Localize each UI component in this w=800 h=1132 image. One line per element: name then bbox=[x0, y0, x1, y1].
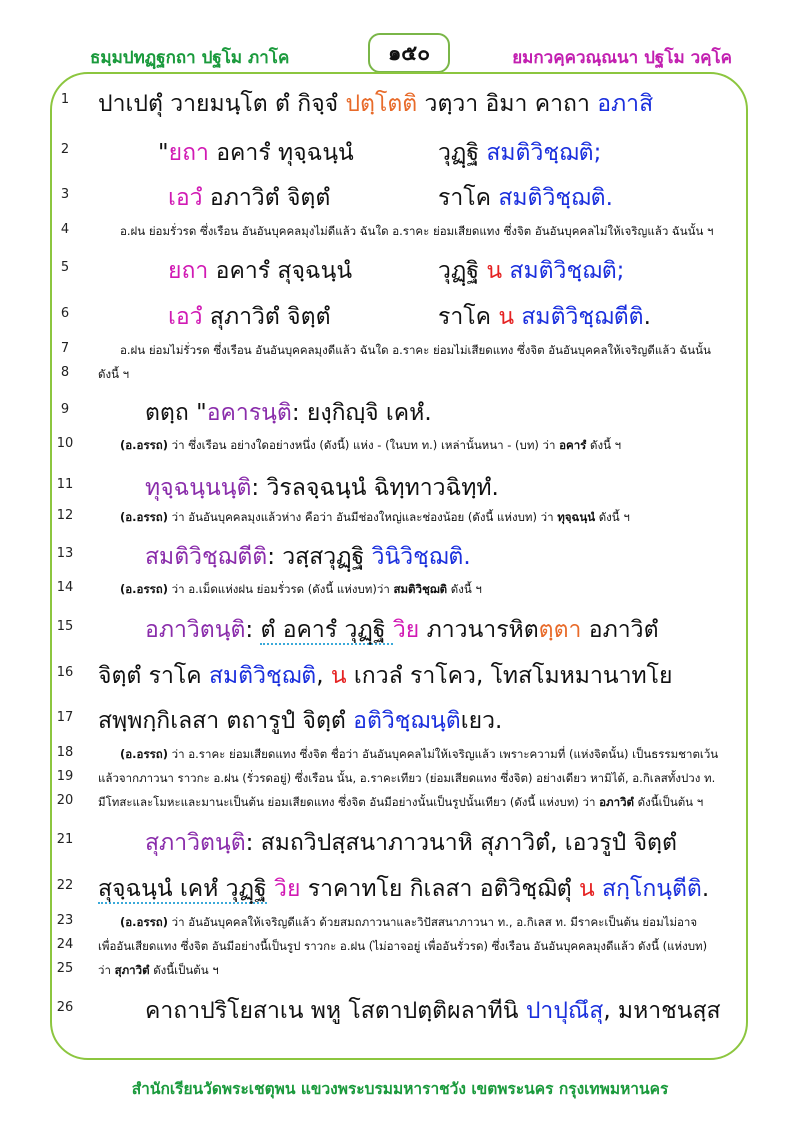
pali-term: สกฺโกนฺตีติ bbox=[602, 876, 702, 902]
text-segment: อ.ฝน ย่อมรั่วรด ซึ่งเรือน อันอันบุคคลมุงไม่ดีแล้ว ฉันใด อ.ราคะ ย่อมเสียดแทง ซึ่งจิต อันอันบุคคลไม่ให้เจริญแล้ว ฉันนั้น ฯ bbox=[120, 224, 714, 238]
page-number: ๑๕๐ bbox=[368, 33, 450, 73]
line-number: 16 bbox=[56, 665, 74, 680]
pali-term: สมติวิชฺฌติ bbox=[208, 663, 317, 689]
text-segment bbox=[267, 876, 274, 902]
text-segment: : วิรลจฺฉนฺนํ ฉิทฺทาวฉิทฺทํ. bbox=[251, 475, 499, 501]
negation-term: น bbox=[498, 304, 515, 330]
header-right-title: ยมกวคฺควณฺณนา ปฐโม วคฺโค bbox=[512, 48, 732, 68]
text-segment: ดังนี้ ฯ bbox=[98, 367, 130, 381]
line-number: 4 bbox=[60, 222, 70, 237]
header-left-title: ธมฺมปทฏฺฐกถา ปฐโม ภาโค bbox=[90, 48, 290, 68]
translation-line-7 bbox=[120, 342, 711, 360]
text-segment: . bbox=[701, 876, 710, 902]
text-segment: ว่า ซึ่งเรือน อย่างใดอย่างหนึ่ง (ดังนี้) แห่ง - (ในบท ท.) เหล่านั้นหนา - (บท) ว่า bbox=[168, 438, 560, 452]
pali-term: สมติวิชฺฌติ; bbox=[486, 140, 602, 166]
text-segment: ดังนี้เป็นต้น ฯ bbox=[149, 963, 219, 977]
text-segment: . bbox=[643, 304, 651, 330]
line-number: 8 bbox=[60, 365, 70, 380]
verse-line-3-right bbox=[438, 180, 613, 216]
pali-term: ปตฺโตติ bbox=[345, 91, 418, 117]
line-number: 7 bbox=[60, 341, 70, 356]
text-segment: เกวลํ ราโคว, โทสโมหมานาทโย bbox=[346, 663, 673, 689]
text-segment: ภาวนารหิต bbox=[419, 617, 539, 643]
text-segment: คาถาปริโยสาเน พหู โสตาปตฺติผลาทีนิ bbox=[145, 998, 526, 1024]
text-line-13 bbox=[145, 539, 471, 575]
text-segment: ดังนี้ ฯ bbox=[586, 438, 622, 452]
text-segment: อภาวิตํ bbox=[581, 617, 659, 643]
text-segment: ราโค bbox=[438, 185, 499, 211]
text-segment: วุฏฺฐิ bbox=[438, 140, 487, 166]
line-number: 1 bbox=[60, 92, 70, 107]
translation-line-8 bbox=[98, 366, 129, 384]
pali-term: เอวํ bbox=[168, 185, 203, 211]
text-segment: เยว. bbox=[460, 708, 503, 734]
pali-term: วิย bbox=[392, 617, 420, 643]
translation-line-23 bbox=[120, 914, 697, 932]
text-segment: : bbox=[245, 617, 261, 643]
translation-line-25 bbox=[98, 962, 219, 980]
text-segment: ว่า อ.ราคะ ย่อมเสียดแทง ซึ่งจิต ชื่อว่า อันอันบุคคลไม่ให้เจริญแล้ว เพราะความที่ (แห่งจิตนั้น) เป็นธรรมชาตเว้น bbox=[168, 747, 719, 761]
verse-line-5-right bbox=[438, 253, 624, 289]
pali-term: ปาปุณึสุ bbox=[525, 998, 604, 1024]
text-segment: มีโทสะและโมหะและมานะเป็นต้น ย่อมเสียดแทง ซึ่งจิต อันมีอย่างนั้นเป็นรูปนั้นเทียว (ดังนี้ แห่งบท) ว่า bbox=[98, 795, 600, 809]
line-number: 19 bbox=[56, 769, 74, 784]
line-number: 26 bbox=[56, 1000, 74, 1015]
pali-term: อคารนฺติ bbox=[206, 400, 292, 426]
text-segment: อภาวิตํ bbox=[599, 795, 635, 809]
text-segment: สุภาวิตํ จิตฺตํ bbox=[202, 304, 331, 330]
pali-term: อภาสิ bbox=[597, 91, 654, 117]
text-segment: ว่า อ.เม็ดแห่งฝน ย่อมรั่วรด (ดังนี้ แห่งบท)ว่า bbox=[168, 582, 394, 596]
text-segment: เพื่ออันเสียดแทง ซึ่งจิต อันมีอย่างนี้เป็นรูป ราวกะ อ.ฝน (ไม่อาจอยู่ เพื่ออันรั่วรด) ซึ่งเรือน อันอันบุคคลมุงดีแล้ว ดังนี้ (แห่งบท) bbox=[98, 939, 708, 953]
text-segment: : วสฺสวุฏฺฐิ bbox=[267, 544, 372, 570]
text-segment bbox=[595, 876, 602, 902]
text-segment: สุภาวิตํ bbox=[114, 963, 150, 977]
text-segment: แล้วจากภาวนา ราวกะ อ.ฝน (รั่วรดอยู่) ซึ่งเรือน นั้น, อ.ราคะเทียว (ย่อมเสียดแทง ซึ่งจิต) อย่างเดียว หามิได้, อ.กิเลสทั้งปวง ท. bbox=[98, 771, 716, 785]
text-segment: สมติวิชฺฌติ bbox=[393, 582, 448, 596]
line-number: 13 bbox=[56, 546, 74, 561]
negation-term: น bbox=[486, 258, 503, 284]
text-segment: สพฺพกฺกิเลสา ตถารูปํ จิตฺตํ bbox=[98, 708, 354, 734]
line-number: 2 bbox=[60, 142, 70, 157]
text-line-16 bbox=[98, 658, 673, 694]
line-number: 20 bbox=[56, 793, 74, 808]
pali-term: สมติวิชฺฌติ. bbox=[498, 185, 613, 211]
line-number: 9 bbox=[60, 402, 70, 417]
text-segment: " bbox=[158, 140, 169, 166]
text-segment: ราโค bbox=[438, 304, 499, 330]
text-segment: ตตฺถ " bbox=[145, 400, 207, 426]
translation-line-24 bbox=[98, 938, 707, 956]
text-segment: ดังนี้ ฯ bbox=[447, 582, 482, 596]
translation-line-19 bbox=[98, 770, 715, 788]
verse-line-6-right bbox=[438, 299, 651, 335]
dotted-phrase: ตํ อคารํ วุฏฺฐิ bbox=[260, 617, 393, 643]
text-segment: วุฏฺฐิ bbox=[438, 258, 487, 284]
translation-line-20 bbox=[98, 794, 703, 812]
text-segment: ว่า bbox=[98, 963, 115, 977]
pali-term: อติวิชฺฌนฺติ bbox=[353, 708, 461, 734]
text-segment: (อ.อรรถ) bbox=[120, 915, 169, 929]
text-segment: ทุจฺฉนฺนํ bbox=[557, 510, 596, 524]
verse-line-2-left bbox=[158, 135, 354, 171]
line-number: 10 bbox=[56, 436, 74, 451]
footer-institution: สำนักเรียนวัดพระเชตุพน แขวงพระบรมมหาราชวัง เขตพระนคร กรุงเทพมหานคร bbox=[131, 1080, 669, 1098]
line-number: 18 bbox=[56, 745, 74, 760]
text-segment: อคารํ bbox=[559, 438, 587, 452]
verse-line-3-left bbox=[168, 180, 330, 216]
line-number: 11 bbox=[56, 477, 74, 492]
translation-line-14 bbox=[120, 581, 482, 599]
pali-term: สมติวิชฺฌติ; bbox=[509, 258, 625, 284]
pali-term: ยถา bbox=[168, 258, 209, 284]
line-number: 3 bbox=[60, 187, 70, 202]
pali-term: สมติวิชฺฌตีติ bbox=[145, 544, 268, 570]
text-line-9 bbox=[145, 395, 432, 431]
pali-term: เอวํ bbox=[168, 304, 203, 330]
line-number: 22 bbox=[56, 878, 74, 893]
text-segment: ว่า อันอันบุคคลให้เจริญดีแล้ว ด้วยสมถภาวนาและวิปัสสนาภาวนา ท., อ.กิเลส ท. มีราคะเป็นต้น ย่อมไม่อาจ bbox=[168, 915, 698, 929]
pali-term: วินิวิชฺฌติ. bbox=[371, 544, 471, 570]
line-number: 6 bbox=[60, 306, 70, 321]
text-segment: (อ.อรรถ) bbox=[120, 438, 169, 452]
line-number: 14 bbox=[56, 580, 74, 595]
text-segment: อคารํ สุจฺฉนฺนํ bbox=[208, 258, 353, 284]
text-line-15 bbox=[145, 612, 659, 648]
pali-term: ทุจฺฉนฺนนฺติ bbox=[145, 475, 252, 501]
text-segment: (อ.อรรถ) bbox=[120, 582, 169, 596]
text-line-22 bbox=[98, 871, 709, 907]
text-line-17 bbox=[98, 703, 502, 739]
text-segment: ปาเปตุํ วายมนฺโต ตํ กิจฺจํ bbox=[98, 91, 346, 117]
verse-line-6-left bbox=[168, 299, 331, 335]
text-segment: ดังนี้ ฯ bbox=[595, 510, 630, 524]
text-segment: , มหาชนสฺส bbox=[603, 998, 721, 1024]
line-number: 25 bbox=[56, 961, 74, 976]
text-segment: จิตฺตํ ราโค bbox=[98, 663, 209, 689]
text-segment: (อ.อรรถ) bbox=[120, 747, 169, 761]
text-segment: (อ.อรรถ) bbox=[120, 510, 169, 524]
text-segment: อ.ฝน ย่อมไม่รั่วรด ซึ่งเรือน อันอันบุคคลมุงดีแล้ว ฉันใด อ.ราคะ ย่อมไม่เสียดแทง ซึ่งจิต อันอันบุคคลให้เจริญดีแล้ว ฉันนั้น bbox=[120, 343, 711, 357]
text-segment: อคารํ ทุจฺฉนฺนํ bbox=[208, 140, 354, 166]
pali-term: สุภาวิตนฺติ bbox=[145, 830, 246, 856]
dotted-phrase: สุจฺฉนฺนํ เคหํ วุฏฺฐิ bbox=[98, 876, 267, 902]
pali-term: วิย bbox=[274, 876, 301, 902]
text-segment: อภาวิตํ จิตฺตํ bbox=[202, 185, 331, 211]
translation-line-18 bbox=[120, 746, 718, 764]
line-number: 23 bbox=[56, 913, 74, 928]
negation-term: น bbox=[330, 663, 347, 689]
text-line-1 bbox=[98, 86, 653, 122]
pali-term: ตฺตา bbox=[538, 617, 582, 643]
translation-line-10 bbox=[120, 437, 621, 455]
text-segment: ดังนี้เป็นต้น ฯ bbox=[634, 795, 704, 809]
negation-term: น bbox=[578, 876, 595, 902]
text-segment: : ยงฺกิญฺจิ เคหํ. bbox=[291, 400, 432, 426]
pali-term: สมติวิชฺฌตีติ bbox=[521, 304, 644, 330]
text-segment: ว่า อันอันบุคคลมุงแล้วห่าง คือว่า อันมีช่องใหญ่และช่องน้อย (ดังนี้ แห่งบท) ว่า bbox=[168, 510, 558, 524]
line-number: 5 bbox=[60, 260, 70, 275]
verse-line-2-right bbox=[438, 135, 601, 171]
line-number: 15 bbox=[56, 619, 74, 634]
pali-term: ยถา bbox=[168, 140, 209, 166]
line-number: 12 bbox=[56, 508, 74, 523]
translation-line-12 bbox=[120, 509, 630, 527]
pali-term: อภาวิตนฺติ bbox=[145, 617, 246, 643]
verse-line-5-left bbox=[168, 253, 352, 289]
text-segment: , bbox=[316, 663, 331, 689]
text-line-26 bbox=[145, 993, 721, 1029]
text-line-11 bbox=[145, 470, 499, 506]
text-segment: ราคาทโย กิเลสา อติวิชฺฌิตุํ bbox=[300, 876, 579, 902]
text-segment: วตฺวา อิมา คาถา bbox=[417, 91, 598, 117]
translation-line-4 bbox=[120, 223, 713, 241]
line-number: 17 bbox=[56, 710, 74, 725]
text-line-21 bbox=[145, 825, 677, 861]
line-number: 21 bbox=[56, 832, 74, 847]
text-segment: : สมถวิปสฺสนาภาวนาหิ สุภาวิตํ, เอวรูปํ จิตฺตํ bbox=[245, 830, 677, 856]
line-number: 24 bbox=[56, 937, 74, 952]
